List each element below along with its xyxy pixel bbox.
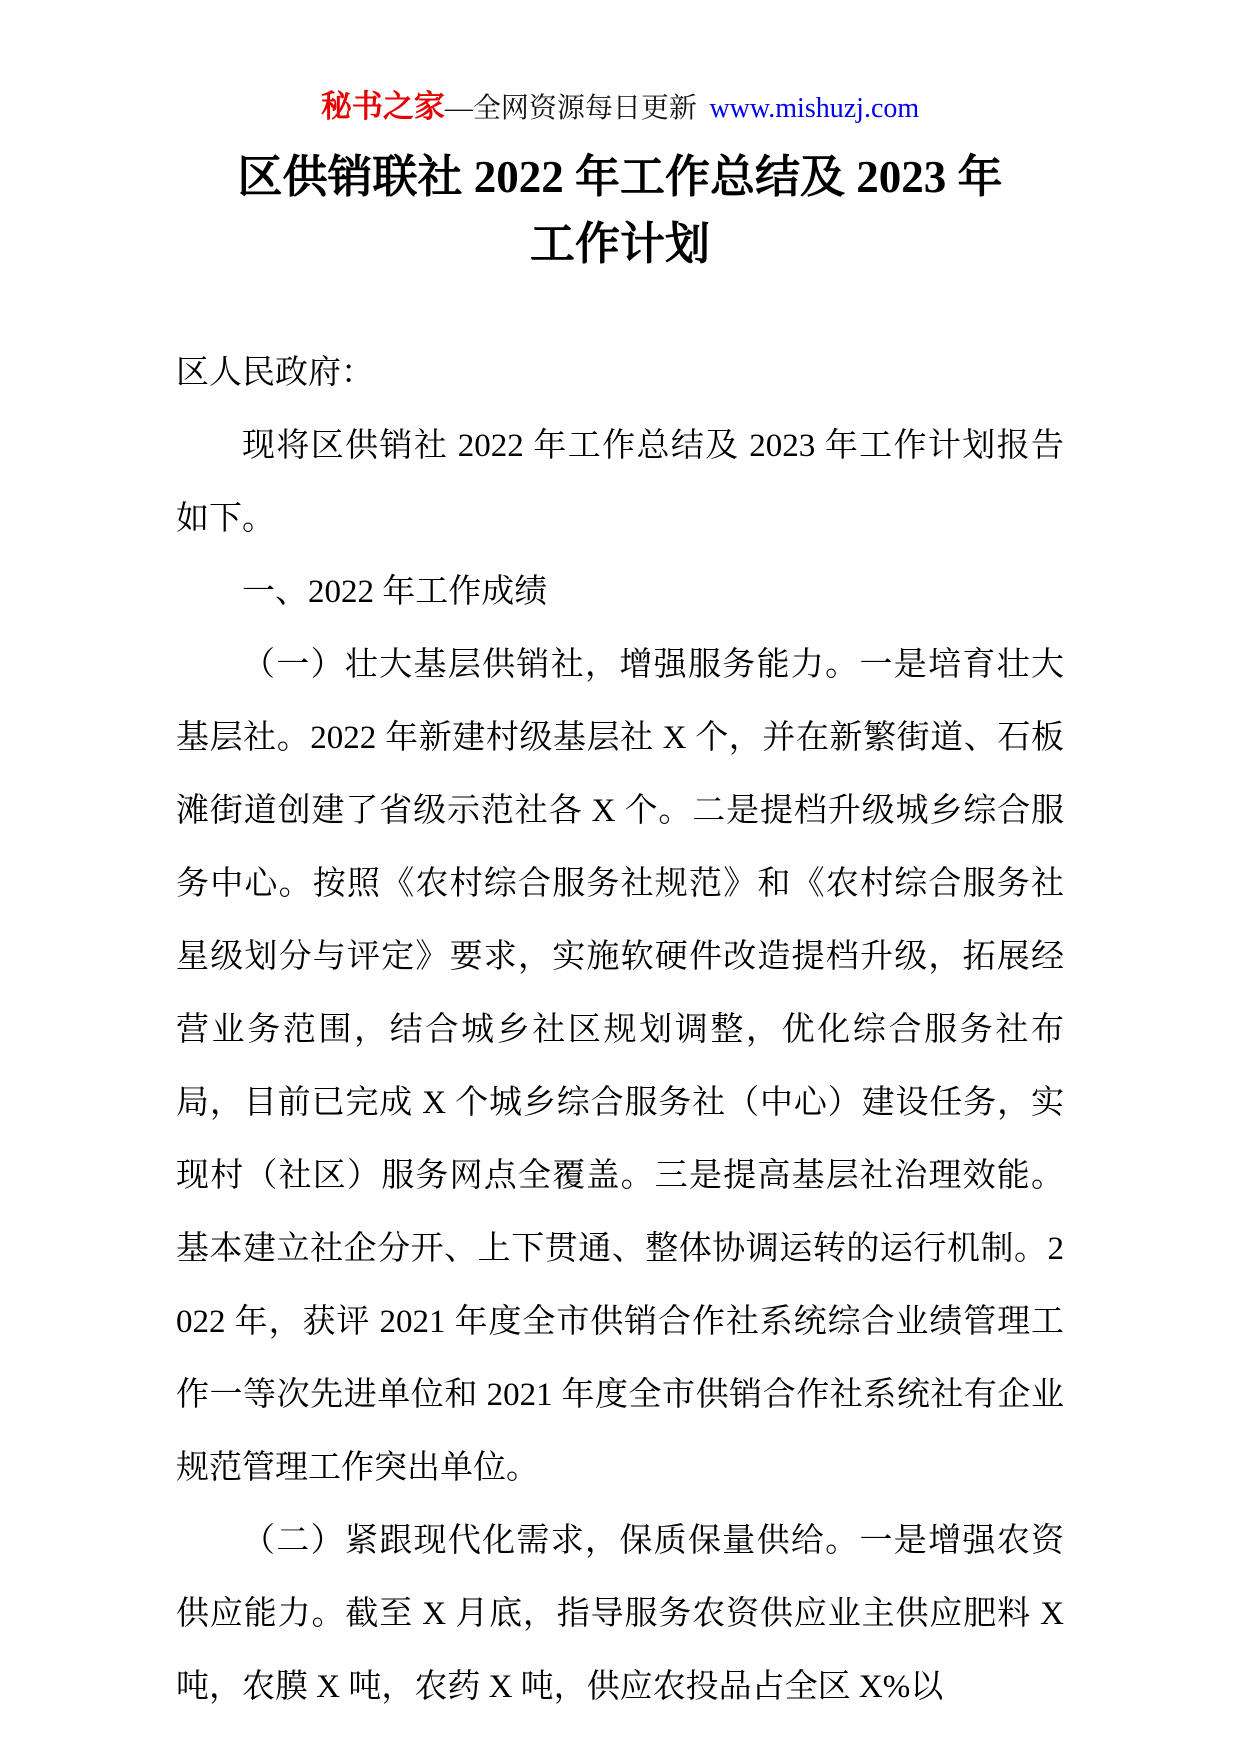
site-brand: 秘书之家: [320, 89, 445, 124]
site-header: [176, 88, 1064, 126]
paragraph-achievement-1: （一）壮大基层供销社，增强服务能力。一是培育壮大基层社。2022 年新建村级基层社 X 个，并在新繁街道、石板滩街道创建了省级示范社各 X 个。二是提档升级城乡综合服务中心。按照《农村综合服务社规范》和《农村综合服务社星级划分与评定》要求，实施软硬件改造提档升级，拓展经营业务范围，结合城乡社区规划调整，优化综合服务社布局，目前已完成 X 个城乡综合服务社（中心）建设任务，实现村（社区）服务网点全覆盖。三是提高基层社治理效能。基本建立社企分开、上下贯通、整体协调运转的运行机制。2022 年，获评 2021 年度全市供销合作社系统综合业绩管理工作一等次先进单位和 2021 年度全市供销合作社系统社有企业规范管理工作突出单位。: [176, 646, 1064, 1486]
paragraph-achievement-2: （二）紧跟现代化需求，保质保量供给。一是增强农资供应能力。截至 X 月底，指导服务农资供应业主供应肥料 X 吨，农膜 X 吨，农药 X 吨，供应农投品占全区 X%以: [176, 1522, 1064, 1705]
site-url-link[interactable]: www.mishuzj.com: [709, 93, 920, 124]
document-title: [176, 144, 1064, 279]
section-heading-1: 一、2022 年工作成绩: [242, 573, 548, 610]
site-tagline: —全网资源每日更新: [444, 93, 704, 124]
document-title-line1: 区供销联社 2022 年工作总结及 2023 年: [237, 151, 1003, 202]
intro-paragraph: 现将区供销社 2022 年工作总结及 2023 年工作计划报告如下。: [176, 427, 1064, 537]
salutation-line: 区人民政府：: [176, 354, 374, 391]
document-title-line2: 工作计划: [529, 219, 710, 270]
document-body: [176, 337, 1064, 1724]
